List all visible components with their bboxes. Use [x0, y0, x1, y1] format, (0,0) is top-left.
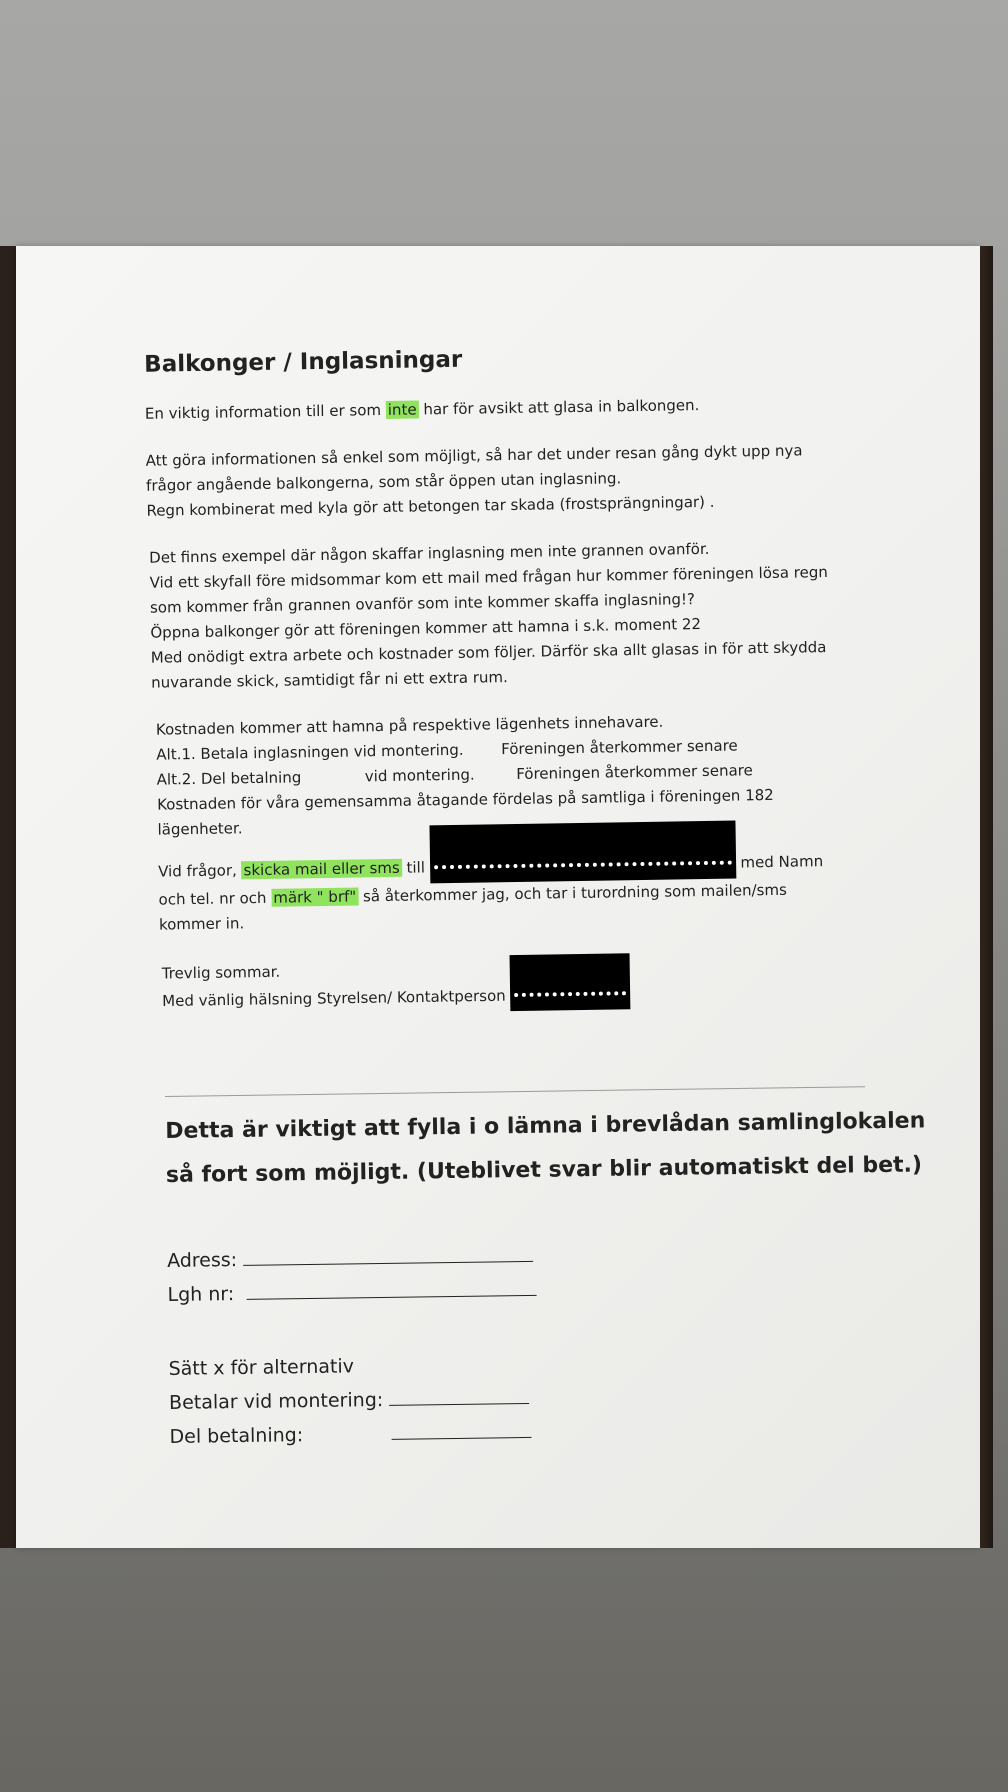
alt2-text: Alt.2. Del betalning — [156, 768, 302, 789]
alt1-note: Föreningen återkommer senare — [501, 736, 738, 759]
paragraph-2 — [149, 534, 873, 695]
closing-section — [162, 950, 879, 1016]
alt2-note: Föreningen återkommer senare — [516, 761, 753, 783]
signature-text: Med vänlig hälsning Styrelsen/ Kontaktperson — [162, 986, 506, 1010]
contact-text: och tel. nr och — [158, 888, 267, 909]
intro-text: En viktig information till er som — [144, 401, 382, 423]
address-label: Adress: — [166, 1249, 238, 1272]
contact-till: till — [406, 858, 426, 877]
response-form — [165, 1099, 930, 1454]
apartment-line[interactable] — [246, 1295, 536, 1300]
paragraph-line: Öppna balkonger gör att föreningen kommer att hamna i s.k. moment 22 — [150, 615, 702, 642]
paragraph-line: nuvarande skick, samtidigt får ni ett extra rum. — [151, 668, 508, 692]
paragraph-line: Det finns exempel där någon skaffar inglasning men inte grannen ovanför. — [149, 539, 710, 567]
alt1-text: Alt.1. Betala inglasningen vid montering. — [156, 740, 464, 764]
form-heading: Detta är viktigt att fylla i o lämna i brevlådan samlinglokalen — [165, 1108, 926, 1144]
shared-cost-line: Kostnaden för våra gemensamma åtagande fördelas på samtliga i föreningen 182 — [156, 785, 774, 814]
part-label: Del betalning: — [169, 1424, 304, 1448]
address-line[interactable] — [243, 1261, 533, 1266]
paragraph-line: Regn kombinerat med kyla gör att betongen tar skada (frostsprängningar) . — [146, 492, 715, 520]
contact-text: Vid frågor, — [158, 861, 237, 881]
paragraph-line: frågor angående balkongerna, som står öppen utan inglasning. — [145, 469, 622, 495]
apartment-label: Lgh nr: — [167, 1283, 235, 1306]
contact-text-end: med Namn — [740, 852, 824, 872]
paragraph-line: som kommer från grannen ovanför som inte kommer skaffa inglasning!? — [149, 590, 696, 617]
part-line[interactable] — [391, 1437, 531, 1440]
contact-line-3: kommer in. — [158, 913, 245, 934]
contact-highlight: skicka mail eller sms — [243, 858, 400, 880]
paragraph-1 — [146, 437, 871, 523]
contact-text-end: så återkommer jag, och tar i turordning som mailen/sms — [362, 880, 787, 905]
alt2-mid: vid montering. — [364, 765, 475, 786]
pay-line[interactable] — [389, 1403, 529, 1406]
closing-greeting: Trevlig sommar. — [161, 962, 281, 983]
notice-title: Balkonger / Inglasningar — [143, 346, 463, 378]
shared-cost-line-2: lägenheter. — [157, 819, 243, 839]
intro-text-end: har för avsikt att glasa in balkongen. — [423, 396, 700, 419]
intro-highlight: inte — [387, 400, 417, 419]
mark-highlight: märk " brf" — [273, 886, 357, 907]
form-heading-2: så fort som möjligt. (Uteblivet svar blir automatiskt del bet.) — [165, 1152, 923, 1188]
paragraph-line: Att göra informationen så enkel som möjligt, så har det under resan gång dykt upp nya — [145, 441, 803, 470]
paragraph-line: Med onödigt extra arbete och kostnader som följer. Därför ska allt glasas in för att skydda — [150, 638, 827, 667]
contact-section — [158, 845, 877, 937]
redacted-contact-box — [429, 820, 736, 883]
redacted-name-box — [510, 953, 631, 1011]
cost-intro: Kostnaden kommer att hamna på respektive lägenhets innehavare. — [155, 712, 664, 739]
cost-section — [156, 706, 876, 842]
choose-instruction: Sätt x för alternativ — [168, 1355, 355, 1380]
paragraph-line: Vid ett skyfall före midsommar kom ett mail med frågan hur kommer föreningen lösa regn — [149, 563, 828, 592]
notice-body — [128, 340, 878, 1016]
pay-label: Betalar vid montering: — [168, 1388, 384, 1414]
